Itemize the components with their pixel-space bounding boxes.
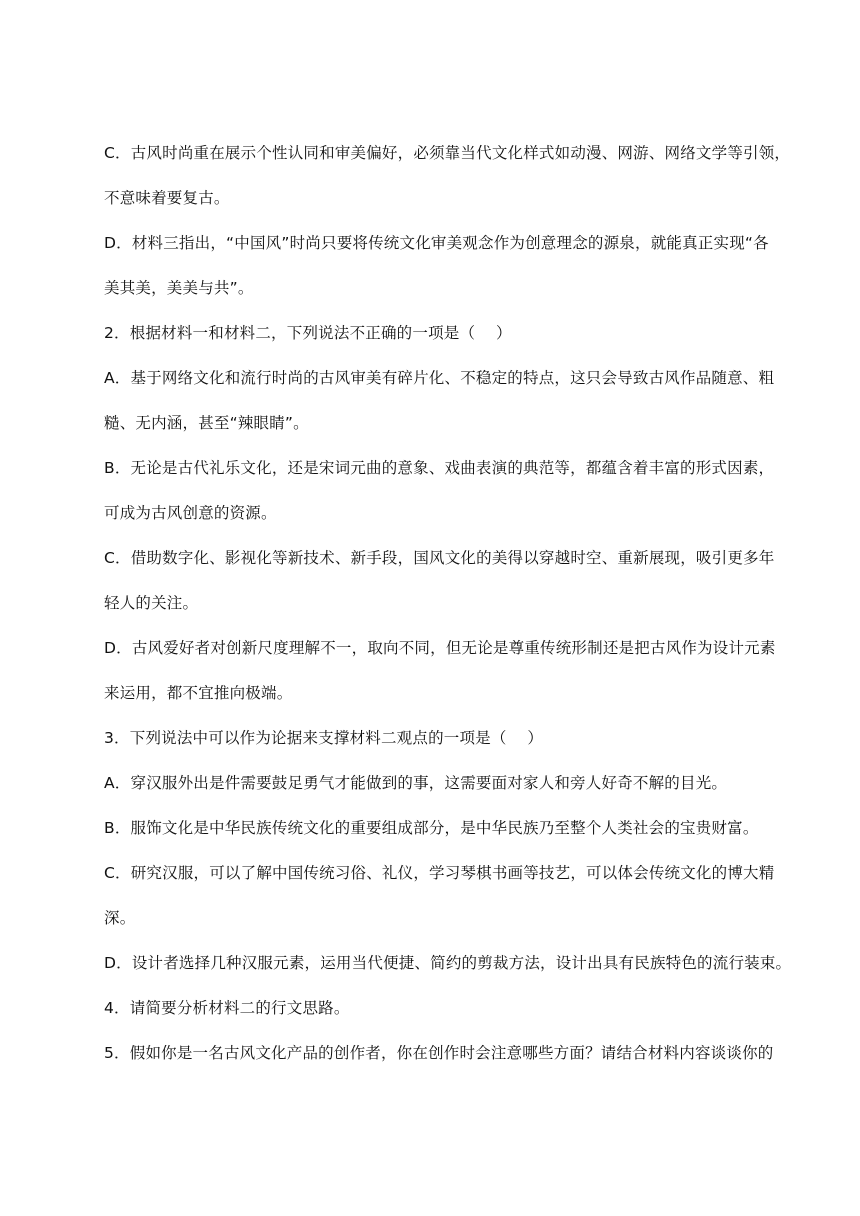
q3-option-d: D．设计者选择几种汉服元素，运用当代便捷、简约的剪裁方法，设计出具有民族特色的流行装束。: [104, 954, 792, 972]
option-c-line-2: 不意味着要复古。: [104, 189, 230, 207]
q3-option-c-line-2: 深。: [104, 909, 136, 927]
q3-option-c-line-1: C．研究汉服，可以了解中国传统习俗、礼仪，学习琴棋书画等技艺，可以体会传统文化的博大精: [104, 864, 775, 882]
question-4: 4．请简要分析材料二的行文思路。: [104, 999, 350, 1017]
q2-option-c-line-1: C．借助数字化、影视化等新技术、新手段，国风文化的美得以穿越时空、重新展现，吸引更多年: [104, 549, 775, 567]
q2-option-c-line-2: 轻人的关注。: [104, 594, 199, 612]
q2-option-d-line-2: 来运用，都不宜推向极端。: [104, 684, 293, 702]
question-5: 5．假如你是一名古风文化产品的创作者，你在创作时会注意哪些方面？请结合材料内容谈谈你的: [104, 1044, 774, 1062]
option-d-line-1: D．材料三指出，“中国风”时尚只要将传统文化审美观念作为创意理念的源泉，就能真正实现“各: [104, 234, 769, 252]
q2-option-a-line-1: A．基于网络文化和流行时尚的古风审美有碎片化、不稳定的特点，这只会导致古风作品随意、粗: [104, 369, 775, 387]
q3-option-b: B．服饰文化是中华民族传统文化的重要组成部分，是中华民族乃至整个人类社会的宝贵财富。: [104, 819, 759, 837]
q3-option-a: A．穿汉服外出是件需要鼓足勇气才能做到的事，这需要面对家人和旁人好奇不解的目光。: [104, 774, 728, 792]
q2-option-a-line-2: 糙、无内涵，甚至“辣眼睛”。: [104, 414, 309, 432]
question-2: 2．根据材料一和材料二，下列说法不正确的一项是（ ）: [104, 324, 512, 342]
question-3: 3．下列说法中可以作为论据来支撑材料二观点的一项是（ ）: [104, 729, 544, 747]
option-d-line-2: 美其美，美美与共”。: [104, 279, 254, 297]
q2-option-b-line-2: 可成为古风创意的资源。: [104, 504, 277, 522]
q2-option-d-line-1: D．古风爱好者对创新尺度理解不一，取向不同，但无论是尊重传统形制还是把古风作为设计元素: [104, 639, 776, 657]
option-c-line-1: C．古风时尚重在展示个性认同和审美偏好，必须靠当代文化样式如动漫、网游、网络文学等引领，: [104, 144, 791, 162]
q2-option-b-line-1: B．无论是古代礼乐文化，还是宋词元曲的意象、戏曲表演的典范等，都蕴含着丰富的形式因素，: [104, 459, 775, 477]
